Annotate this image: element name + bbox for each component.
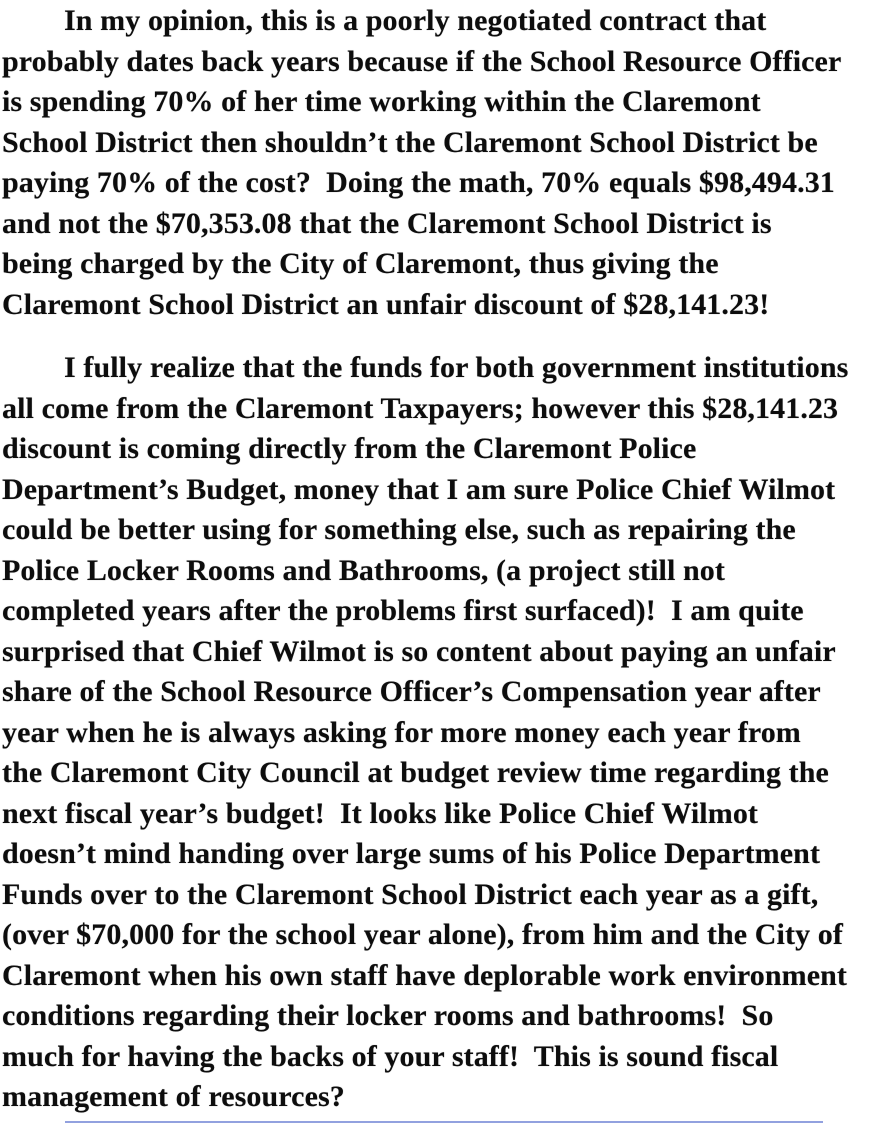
paragraph [2, 1, 880, 325]
text-line: School District then shouldn’t the Claremont School District be [2, 125, 818, 159]
text-line: I fully realize that the funds for both government institutions [64, 351, 849, 384]
text-line: Department’s Budget, money that I am sure Police Chief Wilmot [2, 472, 836, 506]
text-line: and not the $70,353.08 that the Claremont School District is [2, 206, 772, 240]
text-line: conditions regarding their locker rooms and bathrooms! So [2, 999, 774, 1032]
text-line: year when he is always asking for more money each year from [2, 715, 801, 749]
text-line: In my opinion, this is a poorly negotiated contract that [64, 4, 767, 37]
text-line: Funds over to the Claremont School District each year as a gift, [2, 877, 819, 911]
text-line: paying 70% of the cost? Doing the math, 70% equals $98,494.31 [2, 166, 835, 199]
text-line: is spending 70% of her time working within the Claremont [2, 85, 761, 118]
text-line: could be better using for something else, such as repairing the [2, 513, 796, 546]
text-line: surprised that Chief Wilmot is so content about paying an unfair [2, 634, 836, 668]
text-line: completed years after the problems first surfaced)! I am quite [2, 594, 804, 627]
text-line: much for having the backs of your staff! This is sound fiscal [2, 1039, 779, 1073]
text-line: management of resources? [2, 1080, 345, 1113]
text-line: being charged by the City of Claremont, thus giving the [2, 247, 719, 280]
text-line: discount is coming directly from the Claremont Police [2, 432, 697, 465]
paragraph [2, 348, 880, 1118]
text-line: next fiscal year’s budget! It looks like Police Chief Wilmot [2, 796, 759, 830]
text-line: Claremont School District an unfair discount of $28,141.23! [2, 287, 770, 321]
text-line: doesn’t mind handing over large sums of his Police Department [2, 837, 821, 870]
text-line: probably dates back years because if the School Resource Officer [2, 44, 842, 78]
text-line: all come from the Claremont Taxpayers; however this $28,141.23 [2, 391, 839, 425]
text-line: share of the School Resource Officer’s Compensation year after [2, 675, 821, 708]
text-line: the Claremont City Council at budget review time regarding the [2, 756, 829, 789]
text-line: (over $70,000 for the school year alone), from him and the City of [2, 918, 843, 951]
text-line: Police Locker Rooms and Bathrooms, (a project still not [2, 553, 725, 587]
bottom-rule [65, 1121, 823, 1123]
text-line: Claremont when his own staff have deplorable work environment [2, 958, 848, 992]
